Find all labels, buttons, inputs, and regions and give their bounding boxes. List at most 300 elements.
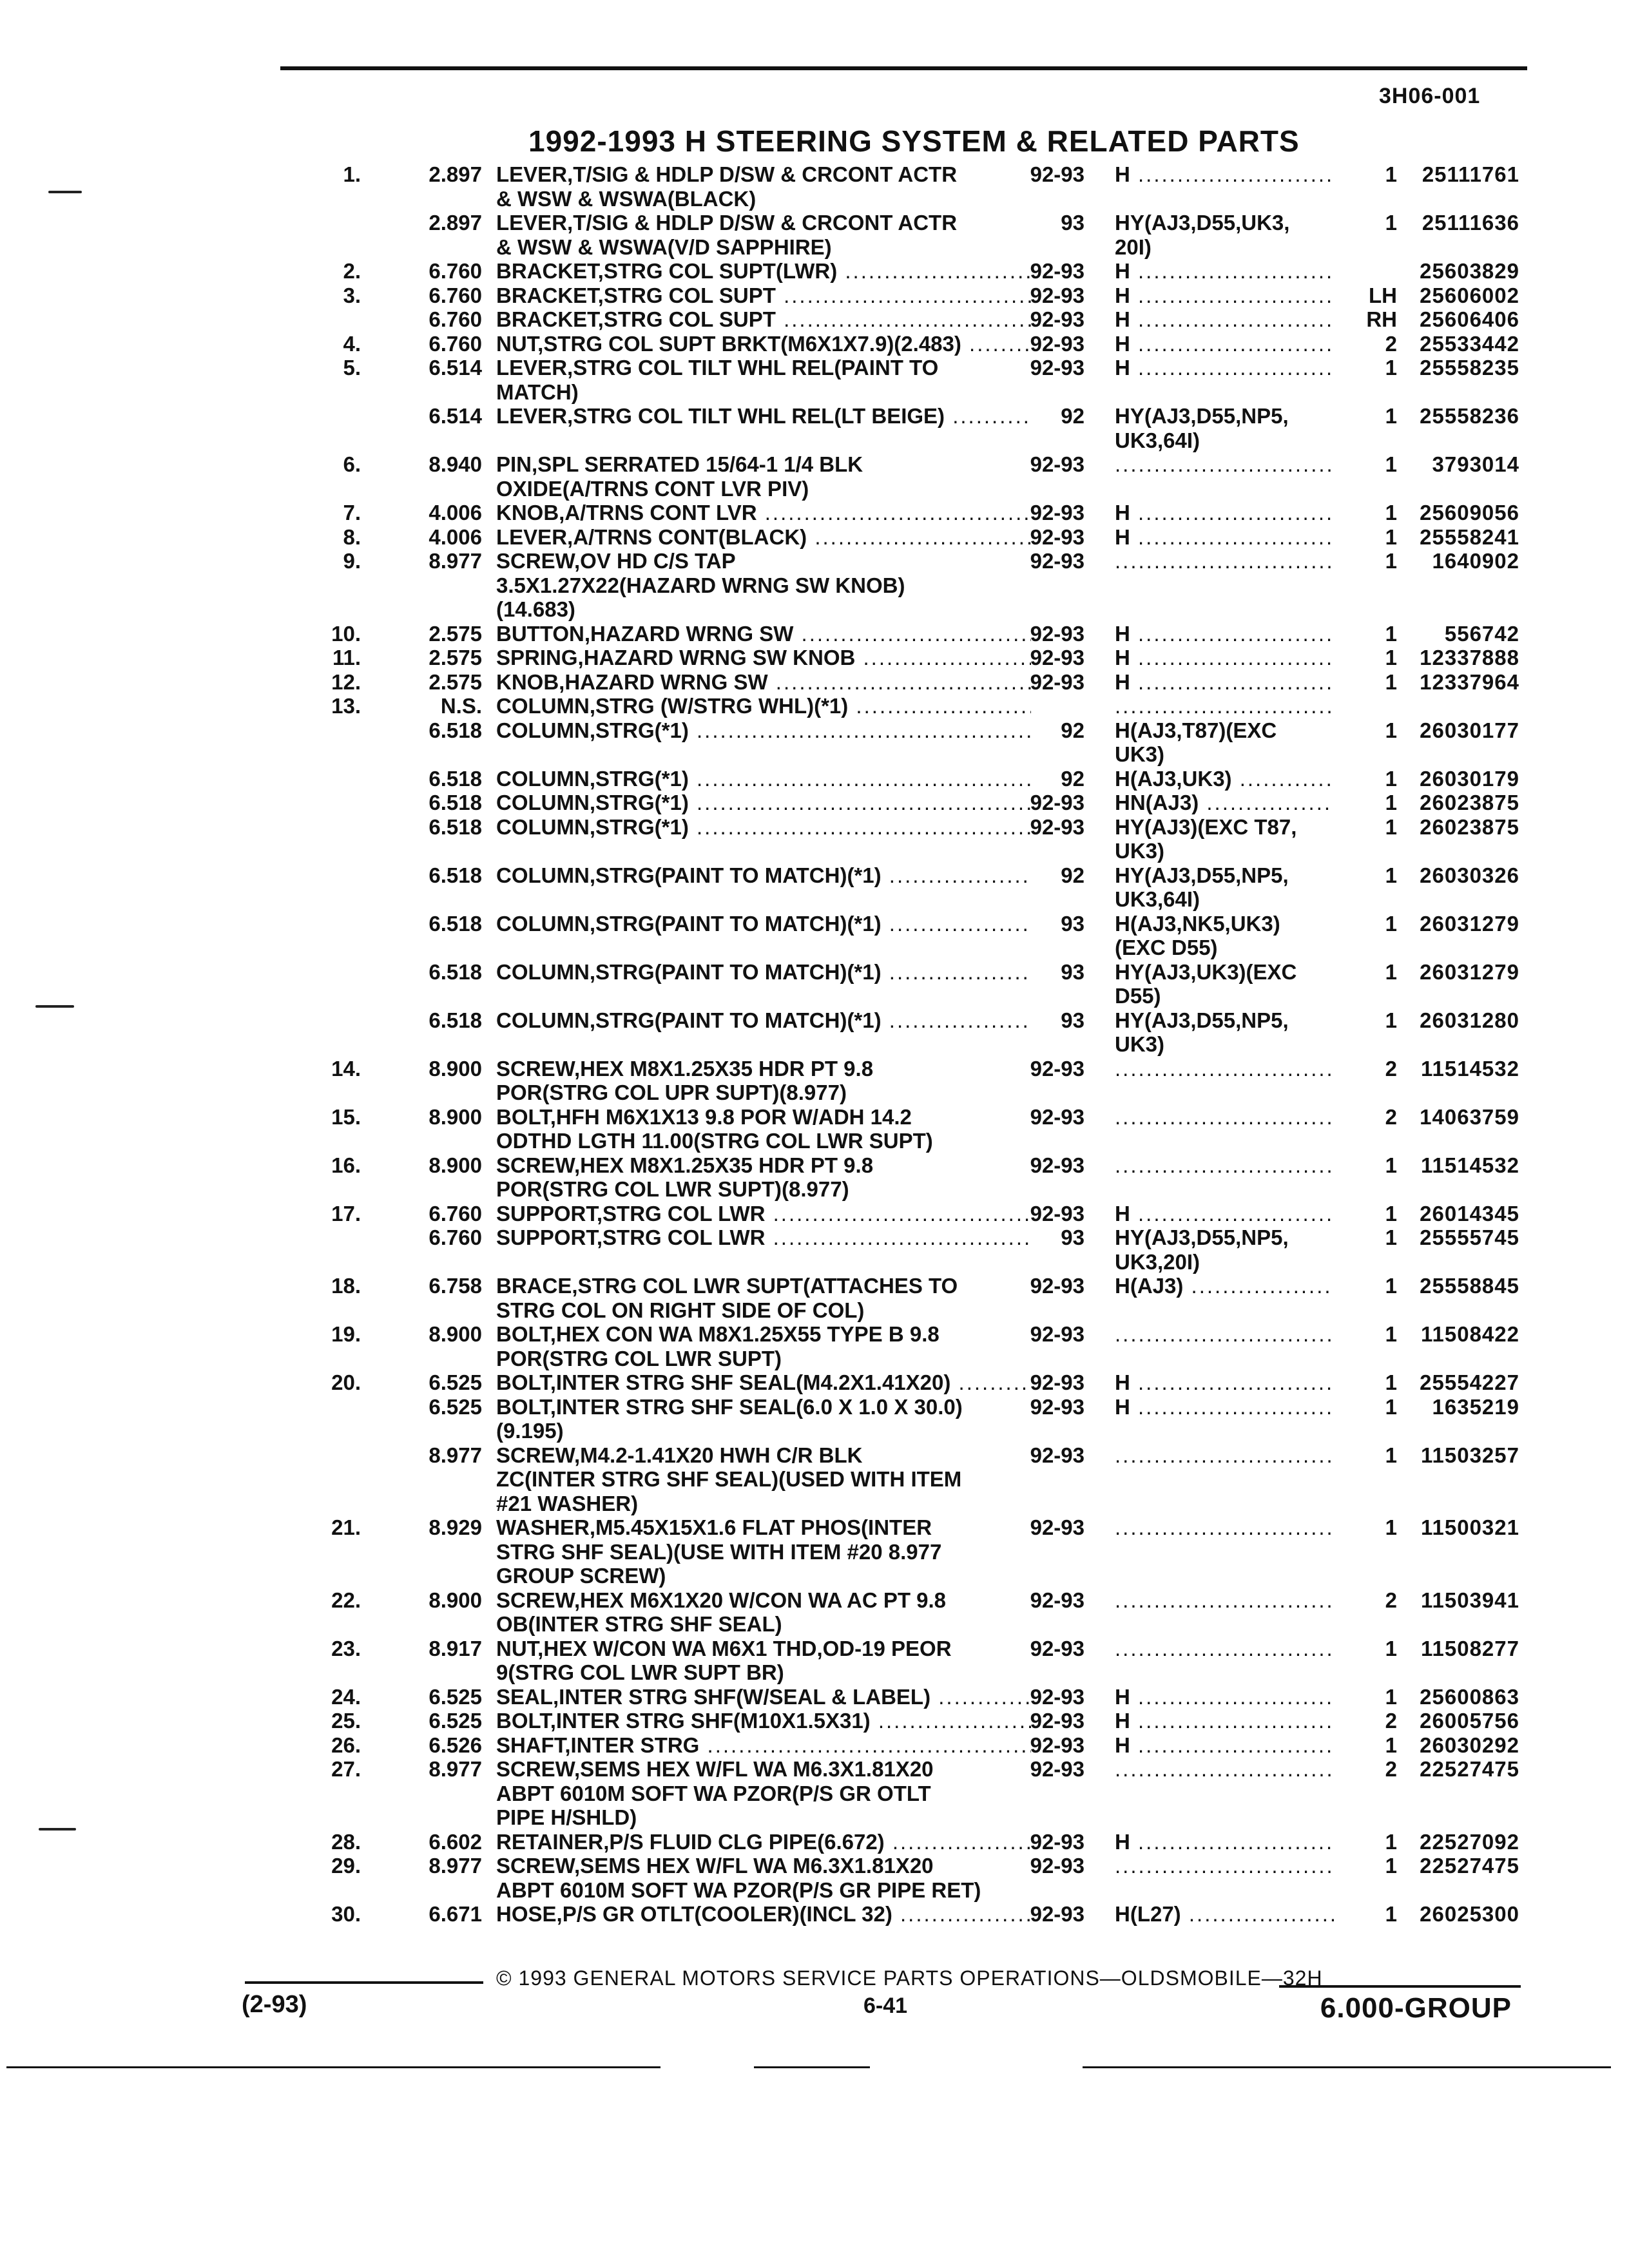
- model-line: HY(AJ3,D55,NP5,: [1115, 863, 1289, 887]
- description-line: [496, 259, 1031, 284]
- description-line: STRG COL ON RIGHT SIDE OF COL): [496, 1298, 865, 1322]
- model-line: H .....: [1115, 1709, 1334, 1733]
- quantity: 2: [1385, 1757, 1397, 1781]
- description-line: [496, 863, 1031, 888]
- model-usage: [1115, 1274, 1334, 1298]
- group-number: N.S.: [440, 694, 482, 718]
- quantity: 1: [1385, 863, 1397, 887]
- group-number: 6.760: [429, 1201, 482, 1225]
- part-name: SCREW: [496, 1854, 575, 1878]
- model-year: 92-93: [1030, 1709, 1084, 1733]
- part-number: 12337964: [1420, 669, 1519, 694]
- description-text: ,A/TRNS CONT(BLACK): [567, 524, 807, 549]
- group-number: 8.977: [429, 549, 482, 573]
- description-text: ,OV HD C/S TAP: [574, 549, 736, 573]
- description-text: ,INTER STRG SHF(M10X1.5X31): [550, 1709, 871, 1733]
- quantity: 1: [1385, 524, 1397, 549]
- part-name: BOLT: [496, 1104, 550, 1129]
- description-text: ,HFH M6X1X13 9.8 POR W/ADH 14.2: [550, 1104, 912, 1129]
- description-line: 3.5X1.27X22(HAZARD WRNG SW KNOB): [496, 573, 905, 597]
- model-usage: [1115, 1370, 1334, 1395]
- quantity: 1: [1385, 1829, 1397, 1854]
- part-description: [496, 259, 1031, 284]
- model-year: 92-93: [1030, 1104, 1084, 1129]
- part-name: SEAL: [496, 1684, 554, 1709]
- description-line: ZC(INTER STRG SHF SEAL)(USED WITH ITEM: [496, 1467, 962, 1491]
- quantity: 1: [1385, 766, 1397, 791]
- model-usage: [1115, 162, 1334, 187]
- part-number: 26025300: [1420, 1902, 1519, 1926]
- item-number: 10.: [331, 621, 361, 646]
- parts-row: [0, 1008, 1629, 1057]
- model-usage: [1115, 284, 1334, 308]
- part-number: 25533442: [1420, 331, 1519, 356]
- model-usage: [1115, 960, 1334, 1008]
- description-text: ,HEX M8X1.25X35 HDR PT 9.8: [574, 1153, 874, 1177]
- description-text: ,HAZARD WRNG SW: [559, 669, 768, 694]
- part-number: 25606002: [1420, 283, 1519, 307]
- group-number: 2.897: [429, 162, 482, 186]
- description-text: ,HEX M6X1X20 W/CON WA AC PT 9.8: [574, 1588, 947, 1612]
- description-line: [496, 525, 1031, 550]
- model-usage: [1115, 791, 1334, 815]
- parts-row: [0, 1370, 1629, 1395]
- part-number: 1640902: [1432, 549, 1519, 573]
- description-line: OXIDE(A/TRNS CONT LVR PIV): [496, 476, 809, 501]
- group-number: 6.525: [429, 1684, 482, 1709]
- part-name: COLUMN: [496, 814, 590, 839]
- part-description: [496, 646, 1031, 670]
- description-text: ,HAZARD WRNG SW: [584, 621, 794, 646]
- group-number: 6.518: [429, 1008, 482, 1032]
- model-usage: [1115, 912, 1334, 960]
- group-number: 6.760: [429, 1225, 482, 1249]
- description-line: [496, 1225, 1031, 1250]
- parts-row: [0, 1902, 1629, 1927]
- description-text: ,SEMS HEX W/FL WA M6.3X1.81X20: [574, 1757, 934, 1781]
- footer-rule-left: [245, 1981, 483, 1984]
- part-name: PIN: [496, 452, 532, 476]
- quantity: 1: [1385, 211, 1397, 235]
- model-year: 93: [1061, 211, 1084, 235]
- quantity: 1: [1385, 1636, 1397, 1660]
- part-description: [496, 452, 1031, 501]
- part-name: LEVER: [496, 211, 568, 235]
- parts-row: [0, 259, 1629, 284]
- part-number: 25609056: [1420, 501, 1519, 524]
- model-year: 92-93: [1030, 1588, 1084, 1612]
- item-number: 27.: [331, 1757, 361, 1781]
- description-line: [496, 622, 1031, 646]
- parts-row: [0, 767, 1629, 791]
- model-line: H(L27) .....: [1115, 1902, 1334, 1927]
- model-usage: [1115, 863, 1334, 912]
- item-number: 11.: [332, 646, 361, 669]
- group-number: 2.897: [429, 211, 482, 235]
- part-name: LEVER: [496, 524, 568, 549]
- part-name: COLUMN: [496, 718, 590, 742]
- description-line: [496, 912, 1031, 936]
- model-line: HN(AJ3) .....: [1115, 791, 1334, 815]
- model-year: 92-93: [1030, 331, 1084, 356]
- quantity: 2: [1385, 1709, 1397, 1733]
- parts-row: [0, 1395, 1629, 1443]
- group-number: 6.518: [429, 791, 482, 814]
- item-number: 17.: [331, 1201, 361, 1225]
- model-line: H .....: [1115, 501, 1334, 525]
- model-usage: [1115, 1515, 1334, 1540]
- part-number: 26005756: [1420, 1709, 1519, 1733]
- part-number: 25554227: [1420, 1370, 1519, 1394]
- part-name: SUPPORT: [496, 1225, 597, 1249]
- model-line: HY(AJ3)(EXC T87,: [1115, 814, 1297, 839]
- quantity: 1: [1385, 1733, 1397, 1757]
- part-number: 26014345: [1420, 1201, 1519, 1225]
- quantity: 1: [1385, 162, 1397, 186]
- quantity: 1: [1385, 718, 1397, 742]
- item-number: 6.: [343, 452, 361, 476]
- model-line: [1115, 1105, 1334, 1129]
- part-description: [496, 1830, 1031, 1854]
- description-line: [496, 1008, 1031, 1033]
- description-text: ,T/SIG & HDLP D/SW & CRCONT ACTR: [567, 211, 958, 235]
- parts-row: [0, 1709, 1629, 1733]
- model-line: H .....: [1115, 1395, 1334, 1419]
- quantity: 1: [1385, 452, 1397, 476]
- bottom-rule-left: [6, 2066, 660, 2068]
- description-text: ,T/SIG & HDLP D/SW & CRCONT ACTR: [567, 162, 958, 186]
- part-description: [496, 1637, 1031, 1685]
- group-number: 6.760: [429, 259, 482, 283]
- quantity: 1: [1385, 1515, 1397, 1539]
- description-line: 9(STRG COL LWR SUPT BR): [496, 1660, 784, 1684]
- description-line: GROUP SCREW): [496, 1564, 666, 1588]
- description-text: ,P/S FLUID CLG PIPE(6.672): [603, 1829, 885, 1854]
- item-number: 22.: [331, 1588, 361, 1612]
- model-year: 92-93: [1030, 1056, 1084, 1081]
- part-description: [496, 1153, 1031, 1202]
- parts-row: [0, 525, 1629, 550]
- part-description: [496, 960, 1031, 985]
- part-description: [496, 815, 1031, 840]
- description-text: ,STRG(PAINT TO MATCH)(*1): [589, 1008, 882, 1032]
- model-line: UK3): [1115, 839, 1165, 863]
- model-usage: [1115, 259, 1334, 284]
- part-description: [496, 1757, 1031, 1830]
- model-year: 92-93: [1030, 1757, 1084, 1781]
- quantity: 1: [1385, 1153, 1397, 1177]
- description-line: [496, 307, 1031, 332]
- description-text: ,INTER STRG SHF SEAL(6.0 X 1.0 X 30.0): [550, 1394, 963, 1419]
- quantity: 1: [1385, 669, 1397, 694]
- part-description: [496, 1588, 1031, 1637]
- part-name: BRACE: [496, 1274, 572, 1298]
- description-text: ,STRG COL SUPT: [597, 307, 776, 331]
- group-number: 6.518: [429, 718, 482, 742]
- quantity: 1: [1385, 1322, 1397, 1346]
- group-number: 6.518: [429, 863, 482, 887]
- parts-row: [0, 960, 1629, 1008]
- item-number: 2.: [343, 259, 361, 283]
- description-text: ,STRG(*1): [589, 766, 689, 791]
- model-year: 92-93: [1030, 1684, 1084, 1709]
- model-year: 92-93: [1030, 259, 1084, 283]
- part-description: [496, 912, 1031, 936]
- model-line: UK3): [1115, 742, 1165, 766]
- part-description: [496, 863, 1031, 888]
- part-name: COLUMN: [496, 911, 590, 936]
- model-line: D55): [1115, 984, 1161, 1008]
- quantity: 1: [1385, 646, 1397, 669]
- group-number: 8.900: [429, 1153, 482, 1177]
- item-number: 21.: [331, 1515, 361, 1539]
- model-usage: [1115, 549, 1334, 573]
- group-number: 6.526: [429, 1733, 482, 1757]
- part-number: 14063759: [1420, 1104, 1519, 1129]
- item-number: 28.: [331, 1829, 361, 1854]
- model-year: 92-93: [1030, 1201, 1084, 1225]
- part-number: 25558236: [1420, 404, 1519, 428]
- group-number: 6.525: [429, 1394, 482, 1419]
- part-name: BOLT: [496, 1394, 550, 1419]
- part-name: SUPPORT: [496, 1201, 597, 1225]
- description-line: [496, 1637, 1031, 1661]
- model-line: H .....: [1115, 1685, 1334, 1709]
- item-number: 14.: [331, 1056, 361, 1081]
- model-usage: [1115, 525, 1334, 550]
- model-line: HY(AJ3,D55,NP5,: [1115, 1225, 1289, 1249]
- description-line: [496, 960, 1031, 985]
- parts-row: [0, 1588, 1629, 1637]
- model-year: 92-93: [1030, 1443, 1084, 1467]
- part-description: [496, 1274, 1031, 1322]
- part-name: COLUMN: [496, 863, 590, 887]
- part-number: 11508277: [1420, 1636, 1519, 1660]
- part-number: 26030177: [1420, 718, 1519, 742]
- document-code: 3H06-001: [1379, 84, 1481, 108]
- part-number: 26030179: [1420, 766, 1519, 791]
- part-number: 11514532: [1420, 1153, 1519, 1177]
- model-year: 92-93: [1030, 1370, 1084, 1394]
- parts-row: [0, 1153, 1629, 1202]
- description-line: [496, 1395, 1031, 1419]
- item-number: 13.: [331, 694, 361, 718]
- description-line: [496, 670, 1031, 695]
- part-description: [496, 162, 1031, 211]
- item-number: 3.: [343, 283, 361, 307]
- bottom-rule-right: [1083, 2066, 1611, 2068]
- quantity: 1: [1385, 621, 1397, 646]
- quantity: 1: [1385, 959, 1397, 984]
- group-number: 8.977: [429, 1854, 482, 1878]
- parts-row: [0, 646, 1629, 670]
- item-number: 30.: [331, 1902, 361, 1926]
- part-description: [496, 767, 1031, 791]
- part-number: 26030292: [1420, 1733, 1519, 1757]
- part-name: BOLT: [496, 1322, 550, 1346]
- item-number: 26.: [331, 1733, 361, 1757]
- part-number: 26023875: [1420, 814, 1519, 839]
- description-line: ABPT 6010M SOFT WA PZOR(P/S GR OTLT: [496, 1781, 931, 1805]
- group-number: 2.575: [429, 646, 482, 669]
- model-line: [1115, 1637, 1334, 1661]
- group-number: 4.006: [429, 524, 482, 549]
- group-number: 6.525: [429, 1709, 482, 1733]
- model-usage: [1115, 1733, 1334, 1758]
- copyright-notice: © 1993 GENERAL MOTORS SERVICE PARTS OPERATIONS—OLDSMOBILE—32H: [496, 1966, 1323, 1990]
- part-name: BUTTON: [496, 621, 584, 646]
- part-name: KNOB: [496, 501, 559, 524]
- item-number: 23.: [331, 1636, 361, 1660]
- model-year: 93: [1061, 1225, 1084, 1249]
- item-number: 9.: [343, 549, 361, 573]
- model-line: [1115, 1443, 1334, 1468]
- description-line: [496, 162, 1031, 187]
- group-label: 6.000-GROUP: [1320, 1992, 1512, 2024]
- parts-row: [0, 863, 1629, 912]
- description-text: ,STRG COL SUPT(LWR): [597, 259, 838, 283]
- description-text: ,HEX W/CON WA M6X1 THD,OD-19 PEOR: [537, 1636, 952, 1660]
- quantity: 1: [1385, 791, 1397, 814]
- model-usage: [1115, 1225, 1334, 1274]
- part-description: [496, 307, 1031, 332]
- part-name: KNOB: [496, 669, 559, 694]
- model-line: 20I): [1115, 235, 1152, 259]
- description-line: (14.683): [496, 597, 575, 621]
- model-year: 93: [1061, 1008, 1084, 1032]
- part-name: WASHER: [496, 1515, 590, 1539]
- model-line: UK3,64I): [1115, 887, 1200, 911]
- part-description: [496, 1008, 1031, 1033]
- model-line: [1115, 1153, 1334, 1178]
- group-number: 6.514: [429, 356, 482, 380]
- parts-row: [0, 1443, 1629, 1516]
- quantity: 1: [1385, 1201, 1397, 1225]
- description-line: POR(STRG COL UPR SUPT)(8.977): [496, 1081, 847, 1104]
- group-number: 6.518: [429, 766, 482, 791]
- parts-row: [0, 1637, 1629, 1685]
- model-usage: [1115, 1057, 1334, 1081]
- quantity: 1: [1385, 911, 1397, 936]
- part-name: LEVER: [496, 404, 568, 428]
- model-line: H(AJ3) .....: [1115, 1274, 1334, 1298]
- model-line: H .....: [1115, 1202, 1334, 1226]
- part-name: NUT: [496, 1636, 538, 1660]
- parts-row: [0, 1515, 1629, 1588]
- description-line: [496, 767, 1031, 791]
- model-year: 92-93: [1030, 1515, 1084, 1539]
- parts-row: [0, 356, 1629, 404]
- part-name: COLUMN: [496, 791, 590, 814]
- model-usage: [1115, 211, 1334, 259]
- parts-row: [0, 622, 1629, 646]
- group-number: 8.900: [429, 1104, 482, 1129]
- model-year: 92-93: [1030, 1829, 1084, 1854]
- parts-row: [0, 162, 1629, 211]
- parts-row: [0, 1105, 1629, 1153]
- model-line: H .....: [1115, 646, 1334, 670]
- model-year: 92-93: [1030, 452, 1084, 476]
- parts-row: [0, 307, 1629, 332]
- description-line: POR(STRG COL LWR SUPT): [496, 1346, 782, 1370]
- model-usage: [1115, 670, 1334, 695]
- description-line: & WSW & WSWA(BLACK): [496, 186, 757, 211]
- description-text: ,SPL SERRATED 15/64-1 1/4 BLK: [532, 452, 863, 476]
- model-usage: [1115, 452, 1334, 477]
- model-line: H .....: [1115, 1370, 1334, 1395]
- description-text: ,M5.45X15X1.6 FLAT PHOS(INTER: [589, 1515, 932, 1539]
- parts-row: [0, 1274, 1629, 1322]
- revision-date: (2-93): [242, 1991, 307, 2018]
- part-name: SCREW: [496, 1588, 575, 1612]
- model-year: 92-93: [1030, 162, 1084, 186]
- description-line: [496, 501, 1031, 525]
- part-description: [496, 1105, 1031, 1153]
- model-line: H(AJ3,NK5,UK3): [1115, 911, 1280, 936]
- page-number: 6-41: [863, 1994, 908, 2018]
- part-number: 25555745: [1420, 1225, 1519, 1249]
- description-text: ,A/TRNS CONT LVR: [559, 501, 757, 524]
- model-usage: [1115, 501, 1334, 525]
- model-line: H .....: [1115, 670, 1334, 695]
- description-text: ,STRG COL LWR: [596, 1201, 766, 1225]
- description-line: [496, 1443, 1031, 1468]
- description-line: ODTHD LGTH 11.00(STRG COL LWR SUPT): [496, 1129, 933, 1153]
- item-number: 8.: [343, 524, 361, 549]
- model-usage: [1115, 332, 1334, 356]
- part-name: BRACKET: [496, 259, 598, 283]
- model-year: 93: [1061, 911, 1084, 936]
- parts-row: [0, 211, 1629, 259]
- model-line: H .....: [1115, 1830, 1334, 1854]
- model-year: 92: [1061, 404, 1084, 428]
- group-number: 6.760: [429, 331, 482, 356]
- description-line: [496, 332, 1031, 356]
- model-year: 92-93: [1030, 1274, 1084, 1298]
- model-year: 92-93: [1030, 621, 1084, 646]
- part-description: [496, 1443, 1031, 1516]
- model-year: 93: [1061, 959, 1084, 984]
- part-number: 26031279: [1420, 959, 1519, 984]
- part-name: SCREW: [496, 1757, 575, 1781]
- part-number: 556742: [1444, 621, 1519, 646]
- group-number: 6.518: [429, 911, 482, 936]
- quantity: 1: [1385, 1225, 1397, 1249]
- group-number: 6.514: [429, 404, 482, 428]
- part-description: [496, 1709, 1031, 1733]
- part-name: SCREW: [496, 1443, 575, 1467]
- description-text: ,STRG(*1): [589, 791, 689, 814]
- parts-row: [0, 718, 1629, 767]
- model-year: 92-93: [1030, 1733, 1084, 1757]
- model-line: HY(AJ3,D55,NP5,: [1115, 1008, 1289, 1032]
- parts-row: [0, 1685, 1629, 1709]
- group-number: 6.671: [429, 1902, 482, 1926]
- quantity: 1: [1385, 1902, 1397, 1926]
- description-line: [496, 1588, 1031, 1613]
- model-line: H .....: [1115, 162, 1334, 187]
- model-year: 92-93: [1030, 501, 1084, 524]
- model-usage: [1115, 718, 1334, 767]
- part-description: [496, 549, 1031, 622]
- model-usage: [1115, 1709, 1334, 1733]
- model-year: 92-93: [1030, 1322, 1084, 1346]
- item-number: 29.: [331, 1854, 361, 1878]
- model-year: 92-93: [1030, 1636, 1084, 1660]
- description-line: [496, 791, 1031, 815]
- group-number: 2.575: [429, 621, 482, 646]
- parts-row: [0, 694, 1629, 718]
